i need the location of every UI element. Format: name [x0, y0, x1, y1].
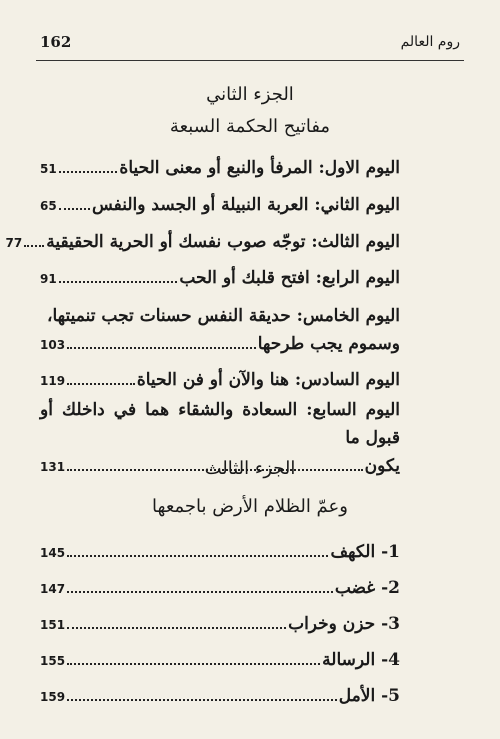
header-rule [36, 60, 464, 61]
toc-page-number: 77 [5, 236, 23, 250]
toc-entry [40, 302, 400, 359]
toc-page-number: 91 [40, 272, 57, 286]
toc-entry [40, 264, 400, 293]
dot-leader [67, 627, 286, 629]
toc-page-number: 119 [40, 374, 66, 388]
toc-page-number: 65 [40, 199, 57, 213]
toc-page-number: 155 [40, 654, 66, 668]
dot-leader [67, 347, 256, 349]
toc-entry-title: اليوم الرابع: افتح قلبك أو الحب [179, 268, 400, 288]
toc-entry-title: 5- الأمل [338, 686, 400, 706]
toc-entry [40, 154, 400, 183]
toc-page-number: 147 [40, 582, 66, 596]
toc-page-number: 131 [40, 460, 66, 474]
toc-page-number: 51 [40, 162, 57, 176]
dot-leader [24, 245, 44, 247]
toc-entry-title: اليوم الثالث: توجّه صوب نفسك أو الحرية الحقيقية [46, 232, 400, 252]
toc-entry [40, 610, 400, 639]
toc-entry [40, 574, 400, 603]
dot-leader [67, 383, 135, 385]
toc-entry-title: 1- الكهف [330, 542, 400, 562]
toc-entry-title: 3- حزن وخراب [288, 614, 400, 634]
toc-entry [40, 538, 400, 567]
dot-leader [59, 281, 178, 283]
toc-entry-title: يكون [364, 456, 400, 476]
toc-entry-title-line1: اليوم السابع: السعادة والشقاء هما في داخلك أو قبول ما [40, 400, 400, 448]
toc-entry [5, 228, 400, 257]
toc-entry [40, 682, 400, 711]
toc-entry-title: اليوم الثاني: العربة النبيلة أو الجسد والنفس [91, 195, 400, 215]
dot-leader [67, 591, 333, 593]
part2-subtitle: مفاتيح الحكمة السبعة [169, 116, 331, 137]
part3-subtitle: وعمّ الظلام الأرض باجمعها [152, 496, 348, 517]
page-header [40, 28, 460, 56]
toc-entry-title: اليوم السادس: هنا والآن أو فن الحياة [136, 370, 400, 390]
dot-leader [59, 171, 118, 173]
part2-title: الجزء الثاني [206, 84, 294, 105]
toc-page-number: 103 [40, 338, 66, 352]
dot-leader [67, 699, 337, 701]
toc-entry-title: 2- غضب [334, 578, 400, 598]
toc-entry-title: 4- الرسالة [322, 650, 400, 670]
dot-leader [67, 555, 328, 557]
toc-entry-title-line1: اليوم الخامس: حديقة النفس حسنات تجب تنميتها، [47, 306, 400, 326]
toc-page-number: 151 [40, 618, 66, 632]
dot-leader [59, 208, 90, 210]
toc-page-number: 159 [40, 690, 66, 704]
toc-entry [40, 191, 400, 220]
toc-page-number: 145 [40, 546, 66, 560]
dot-leader [67, 663, 320, 665]
part3-title: الجزء الثالث [204, 458, 296, 479]
running-title: روم العالم [400, 34, 460, 50]
page-number: 162 [40, 33, 72, 51]
toc-entry-title: وسموم يجب طرحها [257, 334, 400, 354]
toc-entry [40, 646, 400, 675]
toc-entry [40, 366, 400, 395]
toc-entry-title: اليوم الاول: المرفأ والنبع أو معنى الحياة [119, 158, 400, 178]
